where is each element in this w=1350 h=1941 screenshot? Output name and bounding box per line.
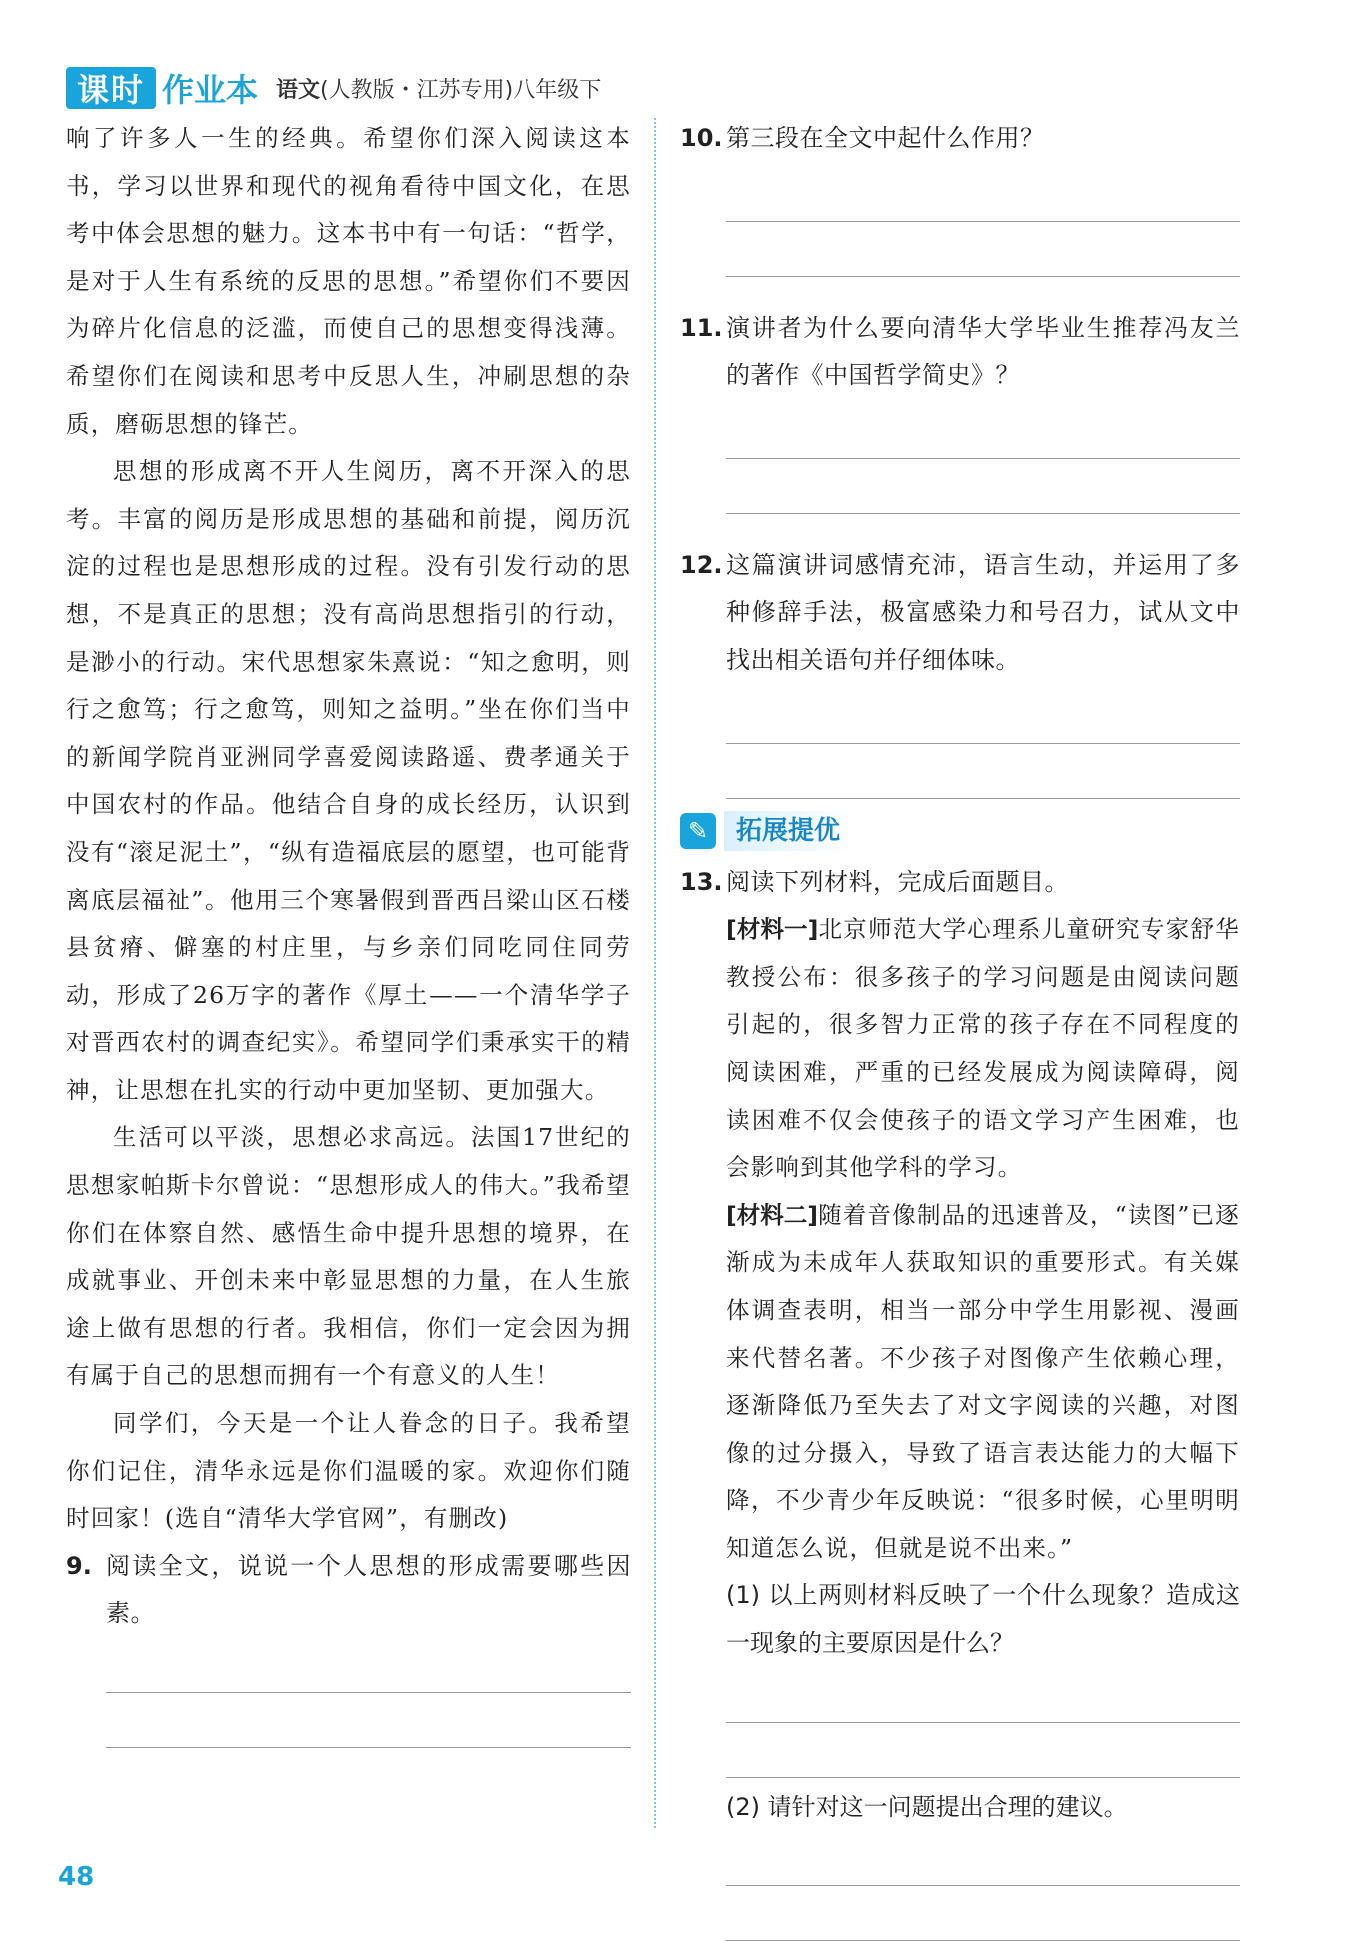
- page-header: [66, 60, 601, 116]
- question-10: [680, 115, 1240, 163]
- spacer: [680, 514, 1240, 542]
- subject-name: 语文: [276, 77, 321, 103]
- section-heading: [680, 811, 1240, 851]
- answer-line[interactable]: [106, 1638, 631, 1693]
- answer-line[interactable]: [726, 1831, 1240, 1886]
- question-text: 这篇演讲词感情充沛，语言生动，并运用了多种修辞手法，极富感染力和号召力，试从文中找出相关语句并仔细体味。: [726, 550, 1240, 674]
- question-13: [680, 859, 1240, 907]
- material-1: [726, 906, 1240, 1192]
- answer-line[interactable]: [726, 689, 1240, 744]
- question-11: [680, 305, 1240, 400]
- passage-paragraph-3: 生活可以平淡，思想必求高远。法国17世纪的思想家帕斯卡尔曾说：“思想形成人的伟大。”我希望你们在体察自然、感悟生命中提升思想的境界，在成就事业、开创未来中彰显思想的力量，在人生旅途上做有思想的行者。我相信，你们一定会因为拥有属于自己的思想而拥有一个有意义的人生！: [66, 1123, 631, 1390]
- closing-text: 同学们，今天是一个让人眷念的日子。我希望你们记住，清华永远是你们温暖的家。欢迎你们随时回家！: [66, 1409, 631, 1533]
- passage-paragraph-4: [66, 1400, 631, 1543]
- answer-line[interactable]: [726, 1668, 1240, 1723]
- question-text: 第三段在全文中起什么作用？: [726, 124, 1045, 152]
- answer-line[interactable]: [106, 1693, 631, 1748]
- answer-line[interactable]: [726, 744, 1240, 799]
- question-text: 演讲者为什么要向清华大学毕业生推荐冯友兰的著作《中国哲学简史》？: [726, 313, 1240, 390]
- pencil-icon: ✎: [680, 813, 716, 849]
- material-tag: [材料一]: [726, 915, 819, 944]
- material-tag: [材料二]: [726, 1200, 819, 1229]
- column-divider: [654, 118, 656, 1828]
- question-text: 阅读全文，说说一个人思想的形成需要哪些因素。: [106, 1551, 631, 1628]
- series-title: 作业本: [162, 71, 259, 109]
- answer-line[interactable]: [726, 1723, 1240, 1778]
- question-12: [680, 542, 1240, 685]
- section-title: 拓展提优: [724, 811, 852, 851]
- source-note: (选自“清华大学官网”，有删改): [164, 1504, 509, 1533]
- question-number: 12.: [680, 550, 723, 579]
- passage-paragraph-1: 响了许多人一生的经典。希望你们深入阅读这本书，学习以世界和现代的视角看待中国文化，在思考中体会思想的魅力。这本书中有一句话：“哲学，是对于人生有系统的反思的思想。”希望你们不要因为碎片化信息的泛滥，而使自己的思想变得浅薄。希望你们在阅读和思考中反思人生，冲刷思想的杂质，磨砺思想的锋芒。: [66, 124, 631, 438]
- series-logo: 课时: [66, 67, 156, 109]
- answer-line[interactable]: [726, 1886, 1240, 1941]
- answer-line[interactable]: [726, 459, 1240, 514]
- sub-question-2: (2) 请针对这一问题提出合理的建议。: [726, 1792, 1128, 1821]
- edition-info: (人教版・江苏专用)八年级下: [320, 77, 602, 103]
- material-text: 北京师范大学心理系儿童研究专家舒华教授公布：很多孩子的学习问题是由阅读问题引起的，很多智力正常的孩子存在不同程度的阅读困难，严重的已经发展成为阅读障碍，阅读困难不仅会使孩子的语文学习产生困难，也会影响到其他学科的学习。: [726, 915, 1240, 1182]
- right-column: [680, 115, 1240, 1941]
- material-text: 随着音像制品的迅速普及，“读图”已逐渐成为未成年人获取知识的重要形式。有关媒体调查表明，相当一部分中学生用影视、漫画来代替名著。不少孩子对图像产生依赖心理，逐渐降低乃至失去了对文字阅读的兴趣，对图像的过分摄入，导致了语言表达能力的大幅下降，不少青少年反映说：“很多时候，心里明明知道怎么说，但就是说不出来。”: [726, 1200, 1240, 1562]
- left-column: [66, 115, 631, 1748]
- question-number: 11.: [680, 313, 723, 342]
- question-number: 10.: [680, 124, 723, 152]
- material-2: [726, 1192, 1240, 1573]
- answer-line[interactable]: [726, 167, 1240, 222]
- page-number: 48: [58, 1862, 95, 1892]
- answer-line[interactable]: [726, 222, 1240, 277]
- spacer: [680, 277, 1240, 305]
- question-number: 9.: [66, 1551, 92, 1580]
- question-number: 13.: [680, 867, 723, 896]
- subject-line: [276, 73, 601, 104]
- sub-question-1: (1) 以上两则材料反映了一个什么现象？造成这一现象的主要原因是什么？: [726, 1581, 1240, 1658]
- question-text: 阅读下列材料，完成后面题目。: [726, 867, 1069, 896]
- passage-paragraph-2: 思想的形成离不开人生阅历，离不开深入的思考。丰富的阅历是形成思想的基础和前提，阅历沉淀的过程也是思想形成的过程。没有引发行动的思想，不是真正的思想；没有高尚思想指引的行动，是渺小的行动。宋代思想家朱熹说：“知之愈明，则行之愈笃；行之愈笃，则知之益明。”坐在你们当中的新闻学院肖亚洲同学喜爱阅读路遥、费孝通关于中国农村的作品。他结合自身的成长经历，认识到没有“滚足泥土”，“纵有造福底层的愿望，也可能背离底层福祉”。他用三个寒暑假到晋西吕梁山区石楼县贫瘠、僻塞的村庄里，与乡亲们同吃同住同劳动，形成了26万字的著作《厚土——一个清华学子对晋西农村的调查纪实》。希望同学们秉承实干的精神，让思想在扎实的行动中更加坚韧、更加强大。: [66, 457, 631, 1104]
- question-9: [66, 1543, 631, 1638]
- answer-line[interactable]: [726, 404, 1240, 459]
